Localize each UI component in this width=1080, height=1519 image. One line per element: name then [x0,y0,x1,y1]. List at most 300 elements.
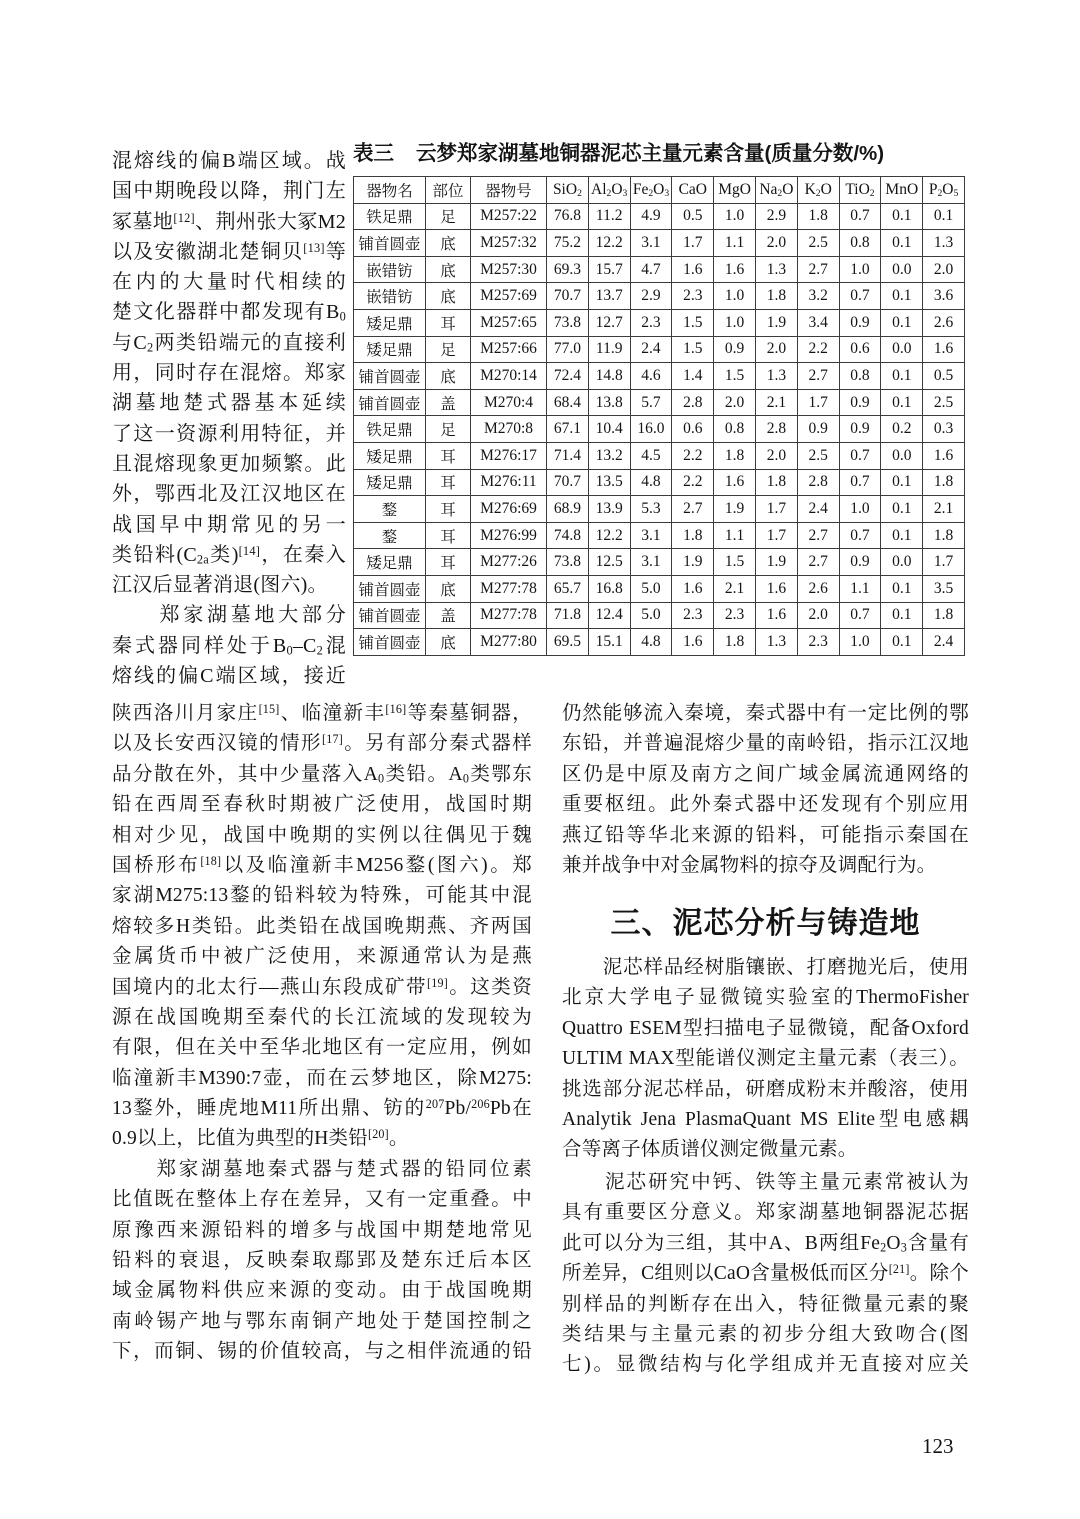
table-cell: 2.8 [797,469,839,496]
table-cell: 3.2 [797,283,839,310]
text-line: 湖墓地楚式器基本延续 [112,392,346,415]
table-cell: 13.5 [588,469,630,496]
table-cell: 耳 [426,522,471,549]
table-cell: 0.9 [839,389,881,416]
text-line: 类铅料($C_{2a}$类)[14]，在秦入 [112,543,347,567]
table-caption-label: 表三 [353,142,394,165]
text-line: 混熔线的偏B端区域。战 [112,150,346,172]
table-body [354,203,965,655]
table-cell: 0.1 [881,203,923,230]
column-header: 器物名 [354,177,426,204]
text-line: 北京大学电子显微镜实验室的ThermoFisher [562,987,969,1009]
table-cell: 2.1 [714,575,756,602]
table-cell: 0.1 [881,602,923,629]
table-cell: 耳 [426,442,471,469]
text-line: 外，鄂西北及江汉地区在 [112,483,346,506]
table-cell: 1.6 [923,336,965,363]
table-cell: 12.7 [588,309,630,336]
table-cell: 0.9 [839,416,881,443]
paragraph [112,146,346,600]
table-row [354,469,965,496]
table-cell: 0.9 [839,309,881,336]
text-line: 0.9以上，比值为典型的H类铅[20]。 [112,1127,409,1150]
table-cell: 2.4 [630,336,672,363]
table-cell: 2.3 [714,602,756,629]
table-cell: 矮足鼎 [354,336,426,363]
text-line: 源在战国晚期至秦代的长江流域的发现较为 [112,1006,532,1028]
text-line: 了这一资源利用特征，并 [112,422,346,445]
text-line: 具有重要区分意义。郑家湖墓地铜器泥芯据 [562,1202,969,1224]
left-column-top [112,146,346,691]
text-line: 七)。显微结构与化学组成并无直接对应关 [562,1354,969,1376]
table-cell: 1.8 [755,469,797,496]
table-cell: 5.7 [630,389,672,416]
table-cell: 铺首圆壶 [354,230,426,257]
table-cell: 1.7 [672,230,714,257]
text-line: 比值既在整体上存在差异，又有一定重叠。中 [112,1189,532,1211]
table-cell: 0.9 [714,336,756,363]
text-line: 国中期晚段以降，荆门左 [112,180,346,203]
table-cell: 0.1 [881,522,923,549]
table-cell: 足 [426,203,471,230]
text-line: Analytik Jena PlasmaQuant MS Elite型电感耦 [562,1108,969,1130]
table-cell: 0.5 [672,203,714,230]
text-line: 泥芯样品经树脂镶嵌、打磨抛光后，使用 [562,957,969,978]
table-cell: 2.3 [630,309,672,336]
table-cell: 2.3 [797,629,839,656]
paragraph [112,600,346,691]
table-cell: 0.1 [881,469,923,496]
table-row [354,602,965,629]
paragraph [112,1155,532,1368]
table-cell: M257:69 [471,283,547,310]
table-cell: 76.8 [547,203,589,230]
table-row [354,256,965,283]
table-cell: 耳 [426,309,471,336]
text-line: 且混熔现象更加频繁。此 [112,452,346,475]
table-cell: 1.8 [797,203,839,230]
table-cell: 2.4 [797,496,839,523]
table-cell: 1.0 [714,309,756,336]
table-cell: 1.7 [755,522,797,549]
table-cell: 铺首圆壶 [354,575,426,602]
text-line: 以及长安西汉镜的情形[17]。另有部分秦式器样 [112,732,532,755]
table-cell: 0.7 [839,602,881,629]
table-cell: 3.4 [797,309,839,336]
table-cell: 1.8 [714,629,756,656]
table-cell: 4.9 [630,203,672,230]
table-cell: 72.4 [547,363,589,390]
table-cell: 13.2 [588,442,630,469]
section-heading: 三、泥芯分析与铸造地 [610,907,921,940]
table-cell: 1.5 [714,549,756,576]
table-cell: 0.1 [881,283,923,310]
table-row [354,629,965,656]
table-cell: 1.9 [672,549,714,576]
table-cell: 矮足鼎 [354,469,426,496]
table-cell: 1.0 [714,283,756,310]
table-cell: 74.8 [547,522,589,549]
table-cell: 2.7 [797,549,839,576]
table-cell: 14.8 [588,363,630,390]
text-line: 铅在西周至春秋时期被广泛使用，战国时期 [112,794,532,816]
table-cell: 73.8 [547,549,589,576]
table-cell: 13.7 [588,283,630,310]
table-cell: 1.1 [714,522,756,549]
table-cell: 2.7 [797,522,839,549]
table-cell: 4.6 [630,363,672,390]
table-cell: 铁足鼎 [354,416,426,443]
table-cell: 0.7 [839,442,881,469]
table-cell: 1.0 [839,256,881,283]
table-cell: 16.0 [630,416,672,443]
column-header: TiO$_2$ [839,177,881,204]
table-cell: 67.1 [547,416,589,443]
table-cell: 1.0 [839,629,881,656]
table-cell: 0.8 [714,416,756,443]
text-line: 此可以分为三组，其中A、B两组$Fe_2O_3$含量有 [562,1232,969,1255]
text-line: 与$C_2$两类铅端元的直接利 [112,331,346,355]
text-line: 重要枢纽。此外秦式器中还发现有个别应用 [562,794,969,816]
table-cell: 2.5 [797,442,839,469]
table-cell: 71.4 [547,442,589,469]
table-cell: 73.8 [547,309,589,336]
table-cell: 2.9 [630,283,672,310]
table-cell: M277:78 [471,575,547,602]
table-cell: 0.8 [839,363,881,390]
table-cell: 0.1 [881,363,923,390]
table-cell: 底 [426,575,471,602]
table-cell: 2.2 [672,442,714,469]
table-cell: 16.8 [588,575,630,602]
table-cell: 0.7 [839,203,881,230]
text-line: 13鍪外，睡虎地M11所出鼎、钫的$^{207}$Pb/$^{206}$Pb在 [112,1097,533,1120]
table-cell: 3.5 [923,575,965,602]
table-cell: 5.0 [630,602,672,629]
text-line: 合等离子体质谱仪测定微量元素。 [562,1139,858,1161]
table-cell: 4.8 [630,469,672,496]
table-cell: 2.0 [755,442,797,469]
table-cell: 2.0 [797,602,839,629]
text-line: 燕辽铅等华北来源的铅料，可能指示秦国在 [562,824,969,846]
table-cell: 68.4 [547,389,589,416]
table-cell: 0.1 [881,309,923,336]
table-cell: 2.1 [923,496,965,523]
table-row [354,363,965,390]
table-row [354,496,965,523]
paragraph [112,699,532,1155]
table-cell: 1.9 [755,549,797,576]
table-cell: 1.8 [755,283,797,310]
text-line: 泥芯研究中钙、铁等主量元素常被认为 [562,1172,969,1193]
table-cell: 1.8 [923,522,965,549]
table-cell: M270:8 [471,416,547,443]
table-cell: 5.3 [630,496,672,523]
table-cell: 5.0 [630,575,672,602]
page-number: 123 [922,1434,954,1458]
table-cell: 0.1 [881,629,923,656]
column-header: $K_2O$ [797,177,839,204]
table-cell: 底 [426,256,471,283]
text-line: 东铅，并普遍混熔少量的南岭铅，指示江汉地 [562,733,969,755]
table-cell: 77.0 [547,336,589,363]
table-cell: M257:22 [471,203,547,230]
table-caption-text: 云梦郑家湖墓地铜器泥芯主量元素含量(质量分数/%) [416,142,885,165]
table-row [354,230,965,257]
table-row [354,203,965,230]
table-cell: 1.6 [923,442,965,469]
table-cell: 0.9 [797,416,839,443]
text-line: 相对少见，战国中晚期的实例以往偶见于魏 [112,824,532,846]
table-cell: 4.7 [630,256,672,283]
table-cell: 12.5 [588,549,630,576]
table-cell: 2.9 [755,203,797,230]
table-cell: M257:30 [471,256,547,283]
table-cell: 盖 [426,602,471,629]
table-cell: 1.6 [714,256,756,283]
table-cell: 1.9 [755,309,797,336]
table-cell: 1.7 [755,496,797,523]
table-cell: 耳 [426,469,471,496]
table-cell: 0.1 [923,203,965,230]
table-cell: 底 [426,629,471,656]
table-cell: 矮足鼎 [354,309,426,336]
table-cell: 2.1 [755,389,797,416]
table-header-row [354,177,965,204]
text-line: 南岭锡产地与鄂东南铜产地处于楚国控制之 [112,1310,532,1332]
table-row [354,336,965,363]
table-cell: 2.7 [797,256,839,283]
table-cell: 1.8 [672,522,714,549]
table-cell: 矮足鼎 [354,549,426,576]
text-line: 别样品的判断存在出入，特征微量元素的聚 [562,1293,969,1315]
table-cell: 铺首圆壶 [354,629,426,656]
table-cell: 0.1 [881,230,923,257]
text-line: 用，同时存在混熔。郑家 [112,362,346,385]
table-cell: 1.8 [923,602,965,629]
table-cell: 2.3 [672,602,714,629]
table-cell: 0.9 [839,549,881,576]
table-cell: 1.6 [672,256,714,283]
text-line: 熔线的偏C端区域，接近 [112,665,346,688]
table-cell: 70.7 [547,469,589,496]
text-line: 国桥形布[18]以及临潼新丰M256鍪(图六)。郑 [112,853,532,876]
table-row [354,549,965,576]
text-line: 挑选部分泥芯样品，研磨成粉末并酸溶，使用 [562,1078,969,1100]
table-cell: 0.1 [881,496,923,523]
text-line: 家湖M275:13鍪的铅料较为特殊，可能其中混 [112,885,532,907]
table-cell: 1.7 [797,389,839,416]
table-cell: M257:32 [471,230,547,257]
table-cell: 3.1 [630,230,672,257]
table-cell: 2.6 [797,575,839,602]
table-cell: 15.7 [588,256,630,283]
table-cell: 铺首圆壶 [354,363,426,390]
table-cell: M277:78 [471,602,547,629]
text-line: 金属货币中被广泛使用，来源通常认为是燕 [112,946,532,968]
table-cell: 2.4 [923,629,965,656]
text-line: 秦式器同样处于$B_0-C_2$混 [112,634,346,658]
table-row [354,309,965,336]
table-cell: M276:11 [471,469,547,496]
table-cell: 12.2 [588,522,630,549]
table-cell: 2.5 [797,230,839,257]
table-cell: 1.7 [923,549,965,576]
table-cell: 1.0 [714,203,756,230]
table-cell: 嵌错钫 [354,256,426,283]
table-cell: 鍪 [354,496,426,523]
table-cell: 2.5 [923,389,965,416]
table-cell: M276:69 [471,496,547,523]
table-cell: 2.2 [672,469,714,496]
text-line: 所差异，C组则以CaO含量极低而区分[21]。除个 [562,1262,969,1285]
table-cell: 2.0 [755,230,797,257]
table-cell: 铁足鼎 [354,203,426,230]
table-cell: 69.5 [547,629,589,656]
table-cell: 65.7 [547,575,589,602]
table-row [354,283,965,310]
text-line: 江汉后显著消退(图六)。 [112,574,328,597]
table-cell: 71.8 [547,602,589,629]
table-cell: 10.4 [588,416,630,443]
table-cell: 1.0 [839,496,881,523]
table-cell: 69.3 [547,256,589,283]
table-cell: 0.5 [923,363,965,390]
text-line: 域金属物料供应来源的变动。由于战国晚期 [112,1280,532,1302]
text-line: 战国早中期常见的另一 [112,513,346,536]
table-cell: 11.2 [588,203,630,230]
table-cell: 0.7 [839,469,881,496]
table-cell: 耳 [426,496,471,523]
table-cell: 1.3 [923,230,965,257]
table-cell: M270:4 [471,389,547,416]
table-cell: 13.8 [588,389,630,416]
right-column-paragraph-3 [562,1168,969,1381]
text-line: 在内的大量时代相续的 [112,271,346,294]
table-cell: M276:17 [471,442,547,469]
column-header: SiO$_2$ [547,177,589,204]
text-line: 品分散在外，其中少量落入$A_0$类铅。$A_0$类鄂东 [112,763,533,786]
table-cell: 盖 [426,389,471,416]
table-cell: 0.6 [672,416,714,443]
text-line: ULTIM MAX型能谱仪测定主量元素（表三）。 [562,1048,969,1070]
table-cell: 0.3 [923,416,965,443]
table-cell: M277:80 [471,629,547,656]
table-cell: 2.3 [672,283,714,310]
table-cell: 1.9 [714,496,756,523]
table-head [354,177,965,204]
text-line: 国境内的北太行—燕山东段成矿带[19]。这类资 [112,975,532,998]
table-cell: 鍪 [354,522,426,549]
table-cell: 12.2 [588,230,630,257]
table-cell: 1.4 [672,363,714,390]
table-cell: 1.1 [714,230,756,257]
table-cell: M277:26 [471,549,547,576]
column-header: $Na_2O$ [755,177,797,204]
text-line: 有限，但在关中至华北地区有一定应用，例如 [112,1037,532,1059]
table-cell: 75.2 [547,230,589,257]
text-line: 兼并战争中对金属物料的掠夺及调配行为。 [562,854,937,876]
table-cell: 0.1 [881,389,923,416]
table-cell: 矮足鼎 [354,442,426,469]
table-cell: 底 [426,230,471,257]
table-cell: 0.7 [839,283,881,310]
right-column-paragraph-1 [562,699,969,881]
table-cell: 0.0 [881,442,923,469]
table-cell: 1.3 [755,363,797,390]
table-cell: 2.6 [923,309,965,336]
table-cell: 2.0 [755,336,797,363]
text-line: 熔较多H类铅。此类铅在战国晚期燕、齐两国 [112,915,532,937]
table-caption [353,141,967,167]
text-line: 楚文化器群中都发现有$B_0$ [112,301,346,325]
text-line: 区仍是中原及南方之间广域金属流通网络的 [562,763,969,785]
table-cell: 0.0 [881,549,923,576]
table-cell: 3.1 [630,522,672,549]
table-cell: 11.9 [588,336,630,363]
table-cell: 70.7 [547,283,589,310]
table-cell: M270:14 [471,363,547,390]
text-line: 类结果与主量元素的初步分组大致吻合(图 [562,1323,969,1345]
text-line: 郑家湖墓地秦式器与楚式器的铅同位素 [112,1158,532,1180]
table-cell: 0.6 [839,336,881,363]
table-cell: M276:99 [471,522,547,549]
table-cell: 3.1 [630,549,672,576]
table-cell: 0.2 [881,416,923,443]
table-cell: 1.6 [755,575,797,602]
table-cell: 1.1 [839,575,881,602]
table-cell: 0.0 [881,336,923,363]
table-cell: 1.5 [672,336,714,363]
text-line: 陕西洛川月家庄[15]、临潼新丰[16]等秦墓铜器， [112,701,532,724]
table-cell: 2.7 [672,496,714,523]
text-line: 郑家湖墓地大部分 [112,604,346,627]
table-cell: 1.6 [755,602,797,629]
table-cell: 足 [426,416,471,443]
column-header: $Al_2O_3$ [588,177,630,204]
column-header: 器物号 [471,177,547,204]
table-cell: 0.7 [839,522,881,549]
table-cell: 0.8 [839,230,881,257]
text-line: 仍然能够流入秦境，秦式器中有一定比例的鄂 [562,703,969,724]
table-cell: 足 [426,336,471,363]
table-cell: 耳 [426,549,471,576]
column-header: MgO [714,177,756,204]
table-cell: 2.7 [797,363,839,390]
table-cell: 2.8 [672,389,714,416]
table-cell: 0.1 [881,575,923,602]
table-cell: 4.8 [630,629,672,656]
text-line: Quattro ESEM型扫描电子显微镜，配备Oxford [562,1017,969,1039]
column-header: $P_2O_5$ [923,177,965,204]
table-cell: 1.8 [923,469,965,496]
text-line: 冢墓地[12]、荆州张大冢M2 [112,210,346,233]
table-row [354,522,965,549]
table-cell: 底 [426,283,471,310]
table-cell: 2.0 [714,389,756,416]
column-header: $Fe_2O_3$ [630,177,672,204]
table-cell: 12.4 [588,602,630,629]
table-cell: 1.3 [755,629,797,656]
table-cell: 1.5 [672,309,714,336]
table-cell: 铺首圆壶 [354,389,426,416]
table-cell: 2.2 [797,336,839,363]
table-cell: 铺首圆壶 [354,602,426,629]
table-cell: 15.1 [588,629,630,656]
text-line: 下，而铜、锡的价值较高，与之相伴流通的铅 [112,1341,532,1363]
table-row [354,442,965,469]
table-cell: M257:65 [471,309,547,336]
